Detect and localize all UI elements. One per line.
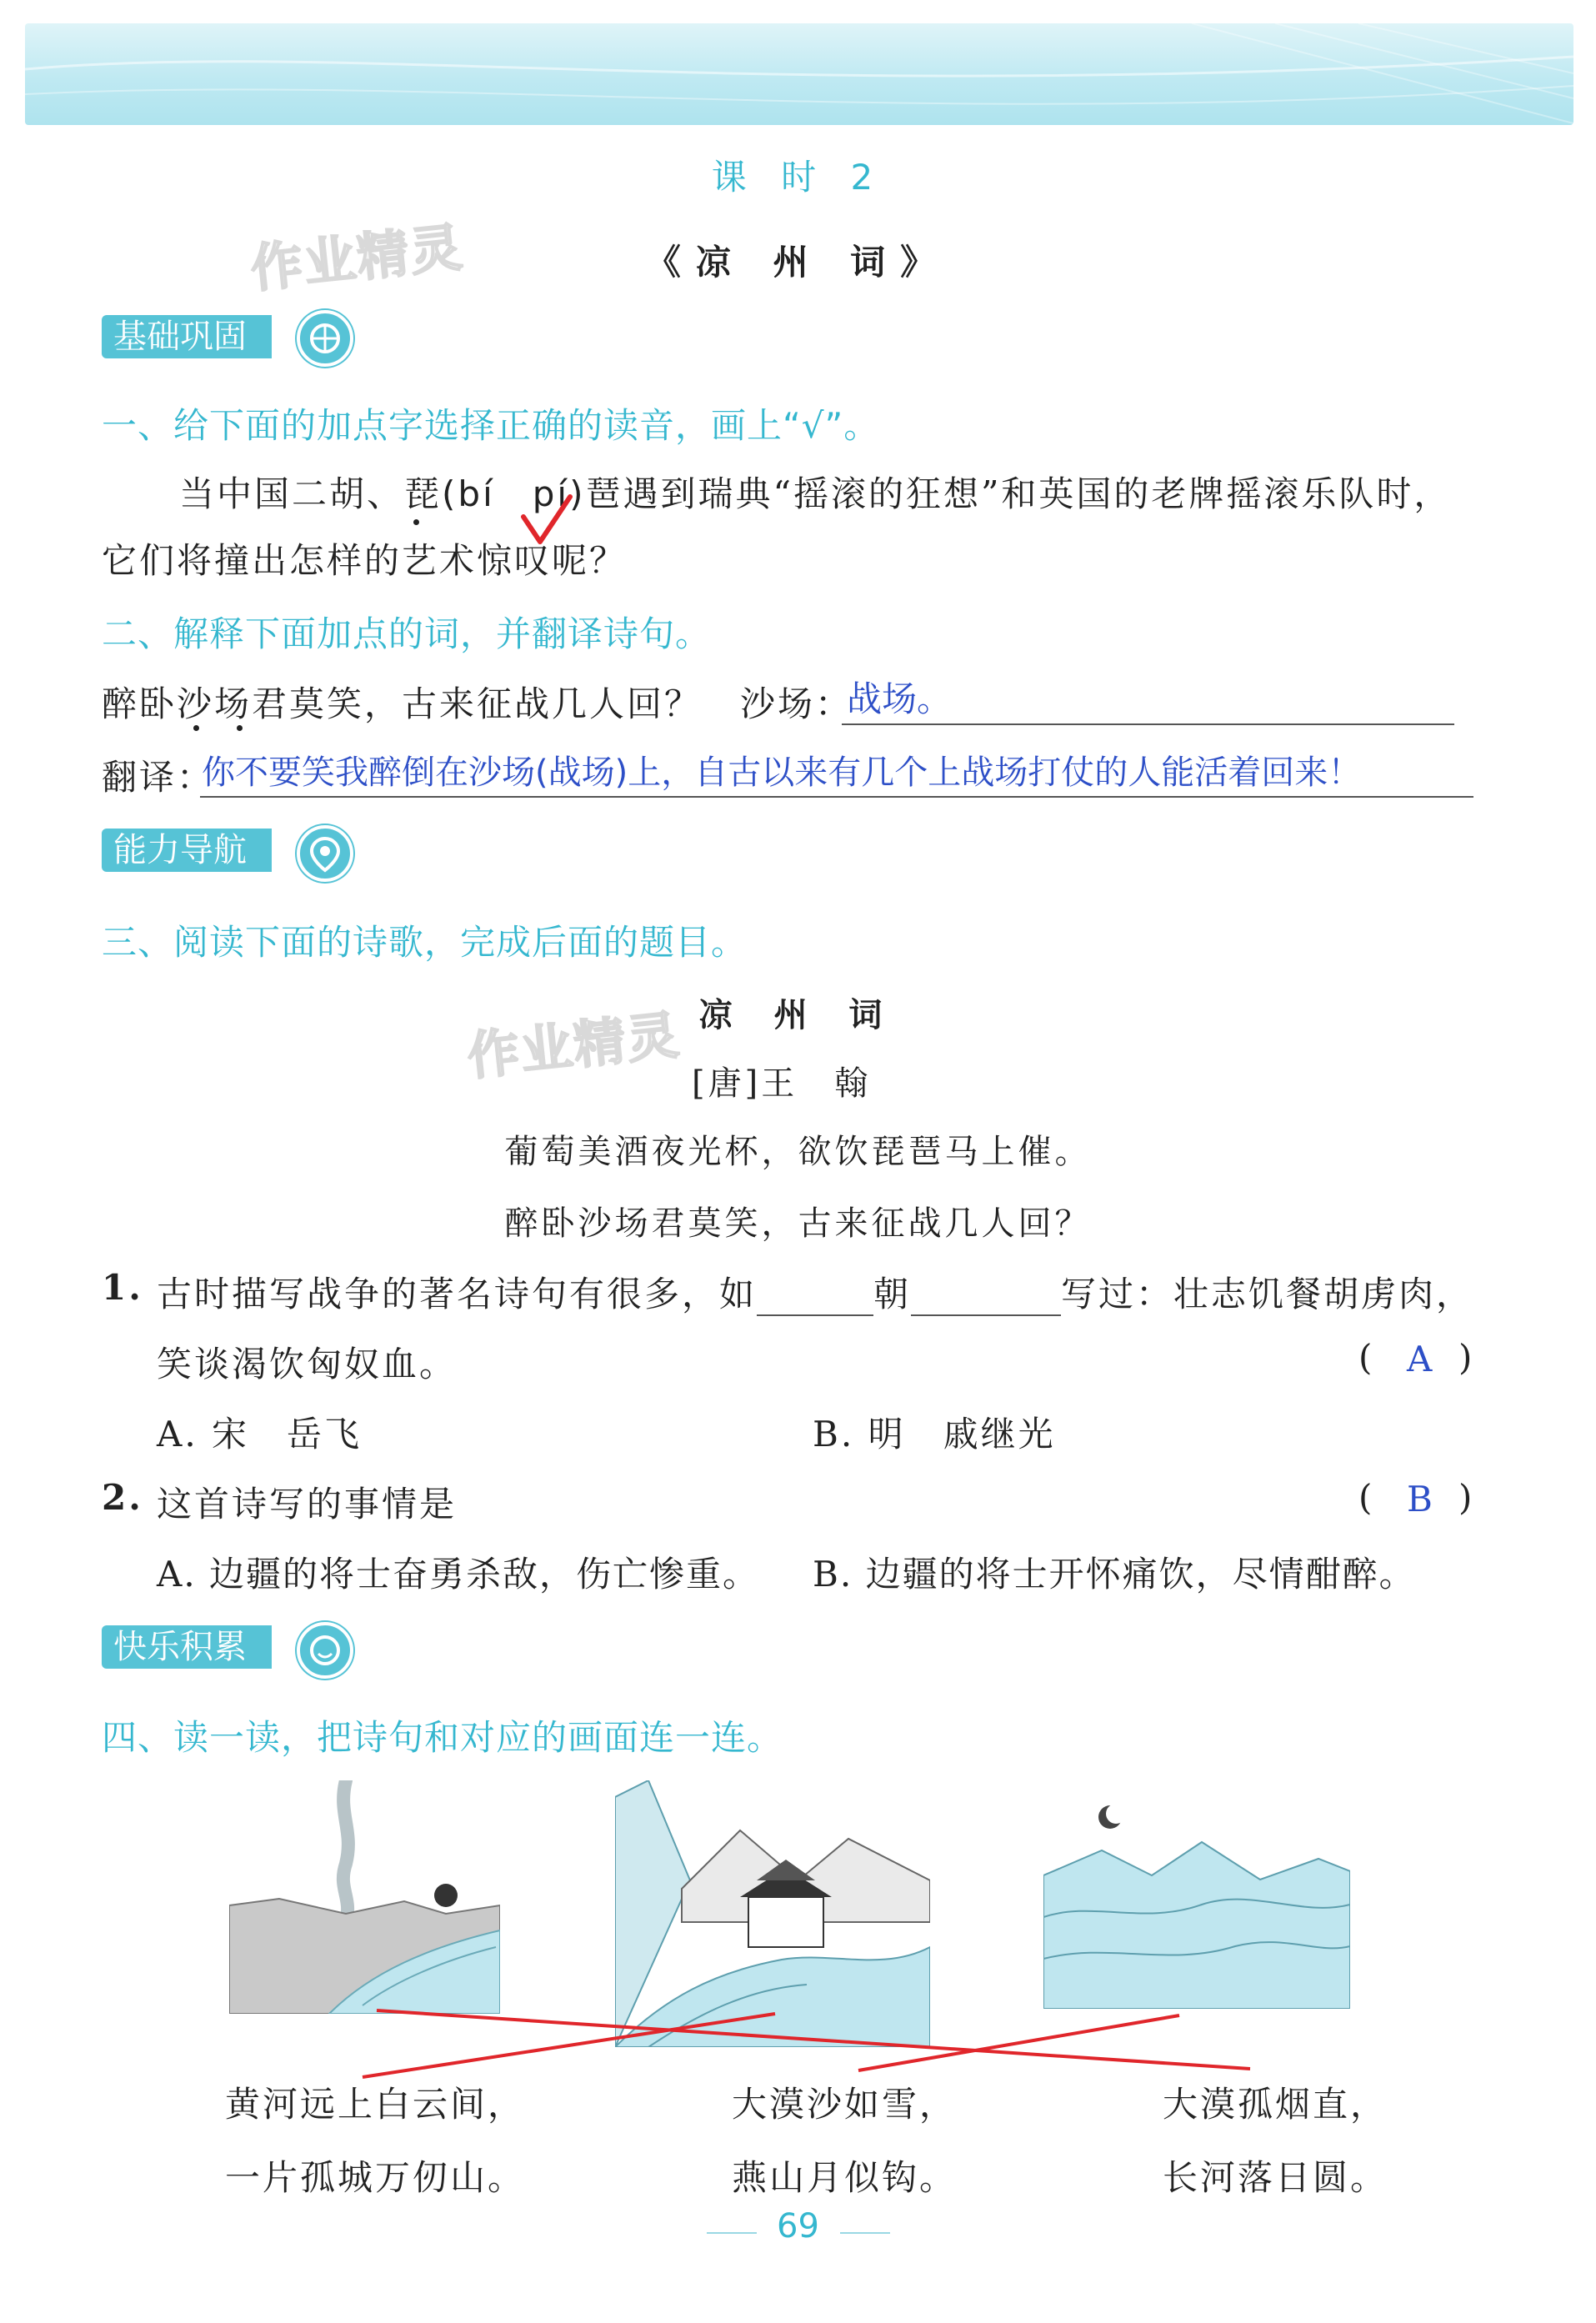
q1-pinyin-options: (bí pí) [442, 473, 586, 514]
verse-3-line-1: 大漠孤烟直， [1163, 2084, 1388, 2125]
watermark: 作业精灵 [248, 216, 467, 300]
item-2-option-a: A. 边疆的将士奋勇杀敌，伤亡惨重。 [157, 1554, 760, 1595]
word-answer: 战场。 [847, 678, 953, 719]
section-tag-basic: 基础巩固 [102, 315, 272, 358]
q1-text-a: 当中国二胡、 [179, 473, 405, 514]
question-2-heading: 二、解释下面加点的词，并翻译诗句。 [102, 613, 712, 654]
paren-close: ) [1458, 1477, 1475, 1518]
item-1-answer: A [1407, 1339, 1433, 1379]
poem-author: [唐]王 翰 [692, 1064, 872, 1103]
item-1-option-a: A. 宋 岳飞 [157, 1414, 363, 1454]
item-1-option-b: B. 明 戚继光 [813, 1414, 1056, 1454]
paren-open: ( [1358, 1337, 1375, 1378]
page-title: 《凉 州 词》 [645, 242, 951, 283]
word-label: 沙场： [740, 683, 853, 724]
section-tag-ability: 能力导航 [102, 829, 272, 872]
match-line [377, 2010, 1250, 2069]
page-number: 69 [777, 2207, 819, 2245]
item-1-text-d: 笑谈渴饮匈奴血。 [157, 1344, 458, 1384]
item-1-text-b: 朝 [873, 1274, 912, 1314]
question-1-heading: 一、给下面的加点字选择正确的读音，画上“√”。 [102, 405, 880, 446]
q1-dotted-char: 琵 [404, 473, 443, 514]
question-4-heading: 四、读一读，把诗句和对应的画面连一连。 [102, 1717, 783, 1758]
question-3-heading: 三、阅读下面的诗歌，完成后面的题目。 [102, 922, 748, 963]
item-1-text-a: 古时描写战争的著名诗句有很多，如 [157, 1274, 758, 1314]
verse-2-line-1: 大漠沙如雪， [732, 2084, 958, 2125]
translate-label: 翻译： [102, 757, 215, 798]
paren-close: ) [1458, 1337, 1475, 1378]
item-2-answer: B [1407, 1479, 1433, 1519]
translate-answer: 你不要笑我醉倒在沙场(战场)上，自古以来有几个上战场打仗的人能活着回来！ [202, 753, 1362, 792]
verse-1-line-1: 黄河远上白云间， [225, 2084, 526, 2125]
item-1-text-c: 写过：壮志饥餐胡虏肉， [1061, 1274, 1474, 1314]
paren-open: ( [1358, 1477, 1375, 1518]
item-1-number: 1. [102, 1267, 143, 1308]
page-number-rule [840, 2232, 890, 2234]
item-2-question: 这首诗写的事情是 [157, 1484, 458, 1524]
question-2-verse: 醉卧沙场君莫笑，古来征战几人回？ [102, 683, 703, 724]
item-2-number: 2. [102, 1477, 143, 1518]
watermark: 作业精灵 [464, 1004, 683, 1088]
poem-line-1: 葡萄美酒夜光杯，欲饮琵琶马上催。 [504, 1133, 1092, 1171]
item-2-option-b: B. 边疆的将士开怀痛饮，尽情酣醉。 [813, 1554, 1416, 1595]
q1-text-b: 琶遇到瑞典“摇滚的狂想”和英国的老牌摇滚乐队时， [585, 473, 1452, 514]
question-1-line-2: 它们将撞出怎样的艺术惊叹呢？ [102, 540, 628, 581]
lesson-title: 课 时 2 [711, 157, 885, 198]
verse-1-line-2: 一片孤城万仞山。 [225, 2157, 526, 2198]
verse-3-line-2: 长河落日圆。 [1163, 2157, 1388, 2198]
section-tag-happy: 快乐积累 [102, 1625, 272, 1669]
poem-line-2: 醉卧沙场君莫笑，古来征战几人回？ [504, 1204, 1092, 1243]
verse-2-line-2: 燕山月似钩。 [732, 2157, 958, 2198]
poem-title: 凉 州 词 [698, 996, 898, 1034]
